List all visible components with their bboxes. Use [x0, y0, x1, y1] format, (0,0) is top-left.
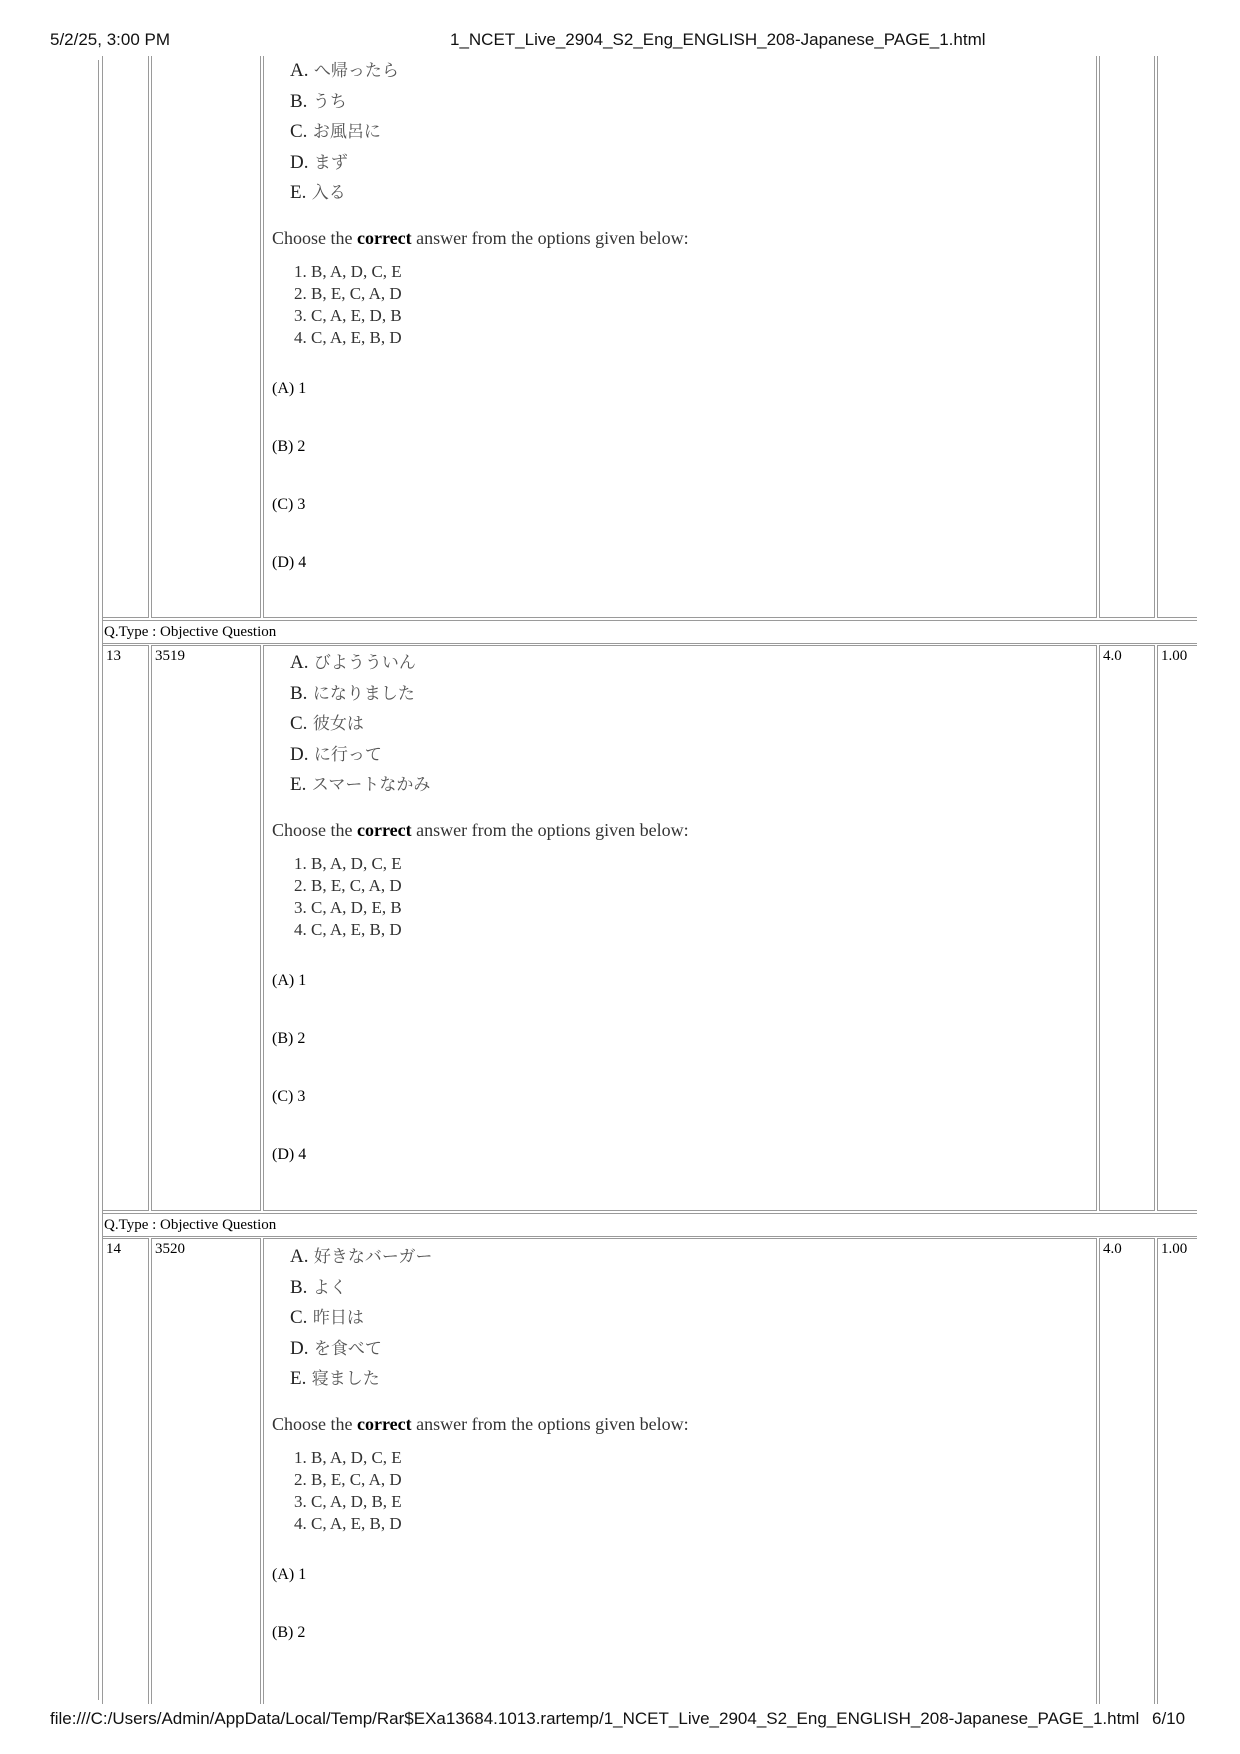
number-cell: [102, 56, 149, 618]
option-item: E. 入る: [290, 182, 346, 203]
negative-marks-cell: [1157, 645, 1197, 1211]
row-divider: [102, 1236, 1197, 1237]
id-cell: [151, 645, 261, 1211]
question-id: 3520: [155, 1241, 185, 1257]
option-item: D. に行って: [290, 743, 382, 765]
question-content: [272, 1242, 1092, 1681]
combination-item: 4. C, A, E, B, D: [294, 327, 402, 347]
answer-list: [272, 1565, 1092, 1681]
answer-option: (D) 4: [272, 1145, 307, 1163]
number-cell: [102, 645, 149, 1211]
instruction-text: Choose the correct answer from the options given below:: [272, 819, 689, 840]
option-list: [290, 648, 1092, 801]
answer-option: (A) 1: [272, 379, 307, 397]
answer-option: (C) 3: [272, 495, 306, 513]
question-type-label: Q.Type : Objective Question: [104, 1217, 277, 1233]
print-page-number: 6/10: [1152, 1709, 1186, 1728]
answer-list: [272, 379, 1092, 611]
combination-item: 1. B, A, D, C, E: [294, 1447, 402, 1467]
combination-item: 1. B, A, D, C, E: [294, 261, 402, 281]
print-datetime: 5/2/25, 3:00 PM: [50, 30, 171, 49]
negative-marks-cell: [1157, 56, 1197, 618]
option-item: E. 寝ました: [290, 1368, 380, 1389]
option-item: B. になりました: [290, 682, 415, 704]
marks-value: 4.0: [1103, 1241, 1122, 1257]
id-cell: [151, 56, 261, 618]
question-content: [272, 648, 1092, 1203]
option-item: B. うち: [290, 90, 347, 112]
answer-option: (B) 2: [272, 1029, 306, 1047]
marks-cell: [1099, 1238, 1155, 1704]
combination-item: 2. B, E, C, A, D: [294, 283, 402, 303]
instruction-text: Choose the correct answer from the options given below:: [272, 227, 689, 248]
option-item: B. よく: [290, 1276, 347, 1298]
answer-option: (B) 2: [272, 1623, 306, 1641]
option-item: C. お風呂に: [290, 121, 381, 142]
combination-list: [294, 1447, 1092, 1535]
number-cell: [102, 1238, 149, 1704]
print-file-path: file:///C:/Users/Admin/AppData/Local/Temp/Rar$EXa13684.1013.rartemp/1_NCET_Live_2904_S2_Eng_ENGLISH_208-Japanese_PAGE_1.html: [50, 1709, 1140, 1728]
option-item: C. 彼女は: [290, 713, 364, 734]
row-divider: [102, 1213, 1197, 1214]
combination-item: 3. C, A, D, E, B: [294, 897, 402, 917]
negative-marks-cell: [1157, 1238, 1197, 1704]
negative-marks-value: 1.00: [1161, 648, 1188, 664]
combination-item: 1. B, A, D, C, E: [294, 853, 402, 873]
question-number: 14: [106, 1241, 121, 1257]
option-list: [290, 56, 1092, 209]
combination-item: 3. C, A, E, D, B: [294, 305, 402, 325]
print-page-title: 1_NCET_Live_2904_S2_Eng_ENGLISH_208-Japanese_PAGE_1.html: [450, 30, 986, 49]
question-id: 3519: [155, 648, 185, 664]
combination-item: 2. B, E, C, A, D: [294, 875, 402, 895]
option-item: D. まず: [290, 151, 348, 173]
marks-cell: [1099, 56, 1155, 618]
instruction-text: Choose the correct answer from the options given below:: [272, 1413, 689, 1434]
combination-item: 2. B, E, C, A, D: [294, 1469, 402, 1489]
row-divider: [102, 643, 1197, 644]
marks-cell: [1099, 645, 1155, 1211]
option-list: [290, 1242, 1092, 1395]
combination-item: 4. C, A, E, B, D: [294, 919, 402, 939]
answer-option: (A) 1: [272, 1565, 307, 1583]
id-cell: [151, 1238, 261, 1704]
option-item: C. 昨日は: [290, 1307, 364, 1328]
option-item: A. びようういん: [290, 652, 416, 673]
option-item: D. を食べて: [290, 1337, 382, 1359]
marks-value: 4.0: [1103, 648, 1122, 664]
negative-marks-value: 1.00: [1161, 1241, 1188, 1257]
question-content: [272, 56, 1092, 611]
answer-option: (A) 1: [272, 971, 307, 989]
combination-list: [294, 853, 1092, 941]
answer-option: (D) 4: [272, 553, 307, 571]
option-item: A. へ帰ったら: [290, 60, 399, 81]
combination-item: 3. C, A, D, B, E: [294, 1491, 402, 1511]
row-divider: [102, 620, 1197, 621]
question-number: 13: [106, 648, 121, 664]
answer-option: (C) 3: [272, 1087, 306, 1105]
answer-list: [272, 971, 1092, 1203]
question-type-label: Q.Type : Objective Question: [104, 624, 277, 640]
option-item: E. スマートなかみ: [290, 774, 431, 795]
combination-item: 4. C, A, E, B, D: [294, 1513, 402, 1533]
combination-list: [294, 261, 1092, 349]
table-outer-border-left: [98, 60, 99, 1700]
option-item: A. 好きなバーガー: [290, 1246, 433, 1267]
answer-option: (B) 2: [272, 437, 306, 455]
